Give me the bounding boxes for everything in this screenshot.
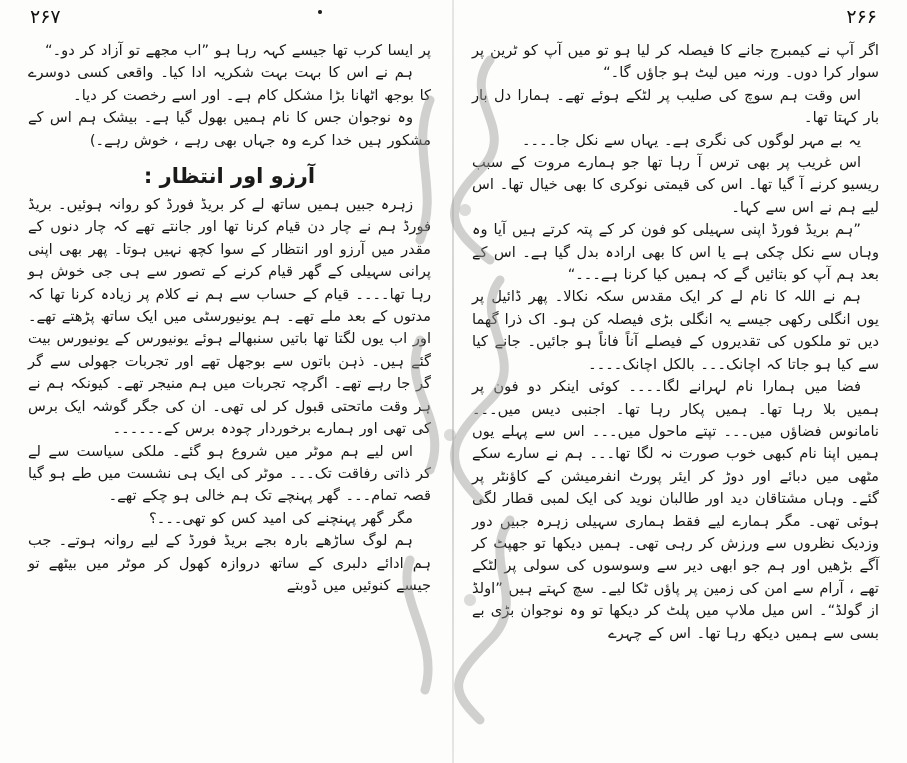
left-page-text-2 (28, 194, 431, 597)
left-para: ہم لوگ ساڑھے بارہ بجے بریڈ فورڈ کے لیے روانہ ہوتے۔ جب ہم ادائے دلبری کے ساتھ دروازہ کھول کر موٹر میں بیٹھے تو جیسے کنوئیں میں ڈوبتے (28, 532, 431, 594)
left-para: اس لیے ہم موٹر میں شروع ہو گئے۔ ملکی سیاست سے لے کر ذاتی رفاقت تک۔۔۔ موٹر کی ایک ہی نشست میں طے ہو گیا قصہ تمام۔۔۔ گھر پہنچے تک ہم خالی ہو چکے تھے۔ (28, 442, 431, 505)
left-page-text (28, 40, 431, 152)
right-page-number: ۲۶۶ (846, 6, 877, 28)
right-para: اگر آپ نے کیمبرج جانے کا فیصلہ کر لیا ہو تو میں آپ کو ٹرین پر سوار کرا دوں۔ ورنہ میں لیٹ ہو جاؤں گا۔“ (472, 42, 879, 82)
left-para: ہم نے اس کا بہت بہت شکریہ ادا کیا۔ واقعی کسی دوسرے کا بوجھ اٹھانا بڑا مشکل کام ہے۔ اور اسے رخصت کر دیا۔ (28, 64, 431, 104)
right-page (454, 0, 907, 763)
right-para: یہ بے مہر لوگوں کی نگری ہے۔ یہاں سے نکل جا۔۔۔۔ (522, 131, 861, 149)
left-para: پر ایسا کرب تھا جیسے کہہ رہا ہو ”اب مجھے تو آزاد کر دو۔“ (45, 42, 431, 59)
left-page-number: ۲۶۷ (30, 6, 61, 28)
right-para: ہم نے اللہ کا نام لے کر ایک مقدس سکہ نکالا۔ پھر ڈائیل پر یوں انگلی رکھی جیسے یہ انگلی بڑی فیصلہ کن ہو۔ اک ذرا گھما دیں تو ملکوں کی تقدیروں کے فیصلے آناً فاناً ہو جائیں۔ جانے کیا سے کیا ہو جاتا کہ اچانک۔۔۔ بالکل اچانک۔۔۔۔ (472, 288, 879, 373)
right-page-text (472, 40, 879, 645)
left-para: زہرہ جبیں ہمیں ساتھ لے کر بریڈ فورڈ کو روانہ ہوئیں۔ بریڈ فورڈ ہم نے چار دن قیام کرنا تھا اور جانتے تھے کہ چار دنوں کے مقدر میں آرزو اور انتظار کے سوا کچھ نہیں ہوتا۔ پھر بھی اپنی پرانی سہیلی کے گھر قیام کرنے کے تصور سے ہی جی خوش ہو رہا تھا۔۔۔۔ قیام کے حساب سے ہم نے کلام پر زیادہ کرنا تھا کہ مدتوں کے بعد ملے تھے۔ ہم یونیورسٹی میں ایک ساتھ پڑھتے تھے۔ اور اب یوں لگتا تھا باتیں سنبھالے ہوئے یونیورس کے یونیورس بیت گئے ہیں۔ ذہن باتوں سے بوجھل تھے اور تجربات جھولی سے گر گر جا رہے تھے۔ اگرچہ تجربات میں ہم منیجر تھے۔ کیونکہ ہم نے ہر وقت ماتحتی قبول کر لی تھی۔ ان کی جگر گوشہ ایک برس کی تھی اور ہمارے برخوردار چودہ برس کے۔۔۔۔۔۔ (28, 196, 431, 438)
page-dot (318, 10, 322, 14)
section-heading: آرزو اور انتظار : (143, 164, 316, 189)
right-para: اس غریب پر بھی ترس آ رہا تھا جو ہمارے مروت کے سبب ریسیو کرنے آ گیا تھا۔ اس کی قیمتی نوکری کا بھی خیال تھا۔ اس لیے ہم نے اس سے کہا۔ (472, 154, 879, 216)
right-para: ”ہم بریڈ فورڈ اپنی سہیلی کو فون کر کے پتہ کرتے ہیں آیا وہ وہاں سے نکل چکی ہے یا اس کا بھی ارادہ بدل گیا ہے۔ اس کے بعد ہم آپ کو بتائیں گے کہ ہمیں کیا کرنا ہے۔۔۔“ (472, 221, 879, 284)
left-page (0, 0, 453, 763)
left-para: وہ نوجوان جس کا نام ہمیں بھول گیا ہے۔ بیشک ہم اس کے مشکور ہیں خدا کرے وہ جہاں بھی رہے ، خوش رہے۔) (28, 109, 431, 149)
left-para: مگر گھر پہنچنے کی امید کس کو تھی۔۔۔؟ (149, 509, 413, 527)
right-para: فضا میں ہمارا نام لہرانے لگا۔۔۔۔ کوئی اینکر دو فون پر ہمیں بلا رہا تھا۔ ہمیں پکار رہا تھا۔ اجنبی دیس میں۔۔۔ نامانوس فضاؤں میں۔۔۔ تپتے ماحول میں۔۔۔ اس سے پہلے یوں ہمیں اپنا نام کبھی خوب صورت نہ لگا تھا۔۔۔ ہم نے سارے سکے مٹھی میں دبائے اور دوڑ کر ایئر پورٹ انفرمیشن کے کاؤنٹر پر گئے۔ وہاں مشتاقان دید اور طالبان نوید کی ایک لمبی قطار لگی ہوئی تھی۔ مگر ہمارے لیے فقط ہماری سہیلی زہرہ جبیں دور وزدیک نظروں سے ورزش کر رہی تھی۔ ہمیں دیکھا تو جھپٹ کر آگے بڑھیں اور ہم جو ابھی دیر سے وسوسوں کی سولی پر لٹکے تھے ، آرام سے امن کی زمین پر پاؤں ٹکا لیے۔ سچ کہتے ہیں ”اولڈ از گولڈ“۔ اس میل ملاپ میں پلٹ کر دیکھا تو وہ نوجوان بڑی بے بسی سے ہمیں دیکھ رہا تھا۔ اس کے چہرے (472, 378, 879, 642)
right-para: اس وقت ہم سوچ کی صلیب پر لٹکے ہوئے تھے۔ ہمارا دل بار بار کہتا تھا۔ (472, 86, 879, 127)
